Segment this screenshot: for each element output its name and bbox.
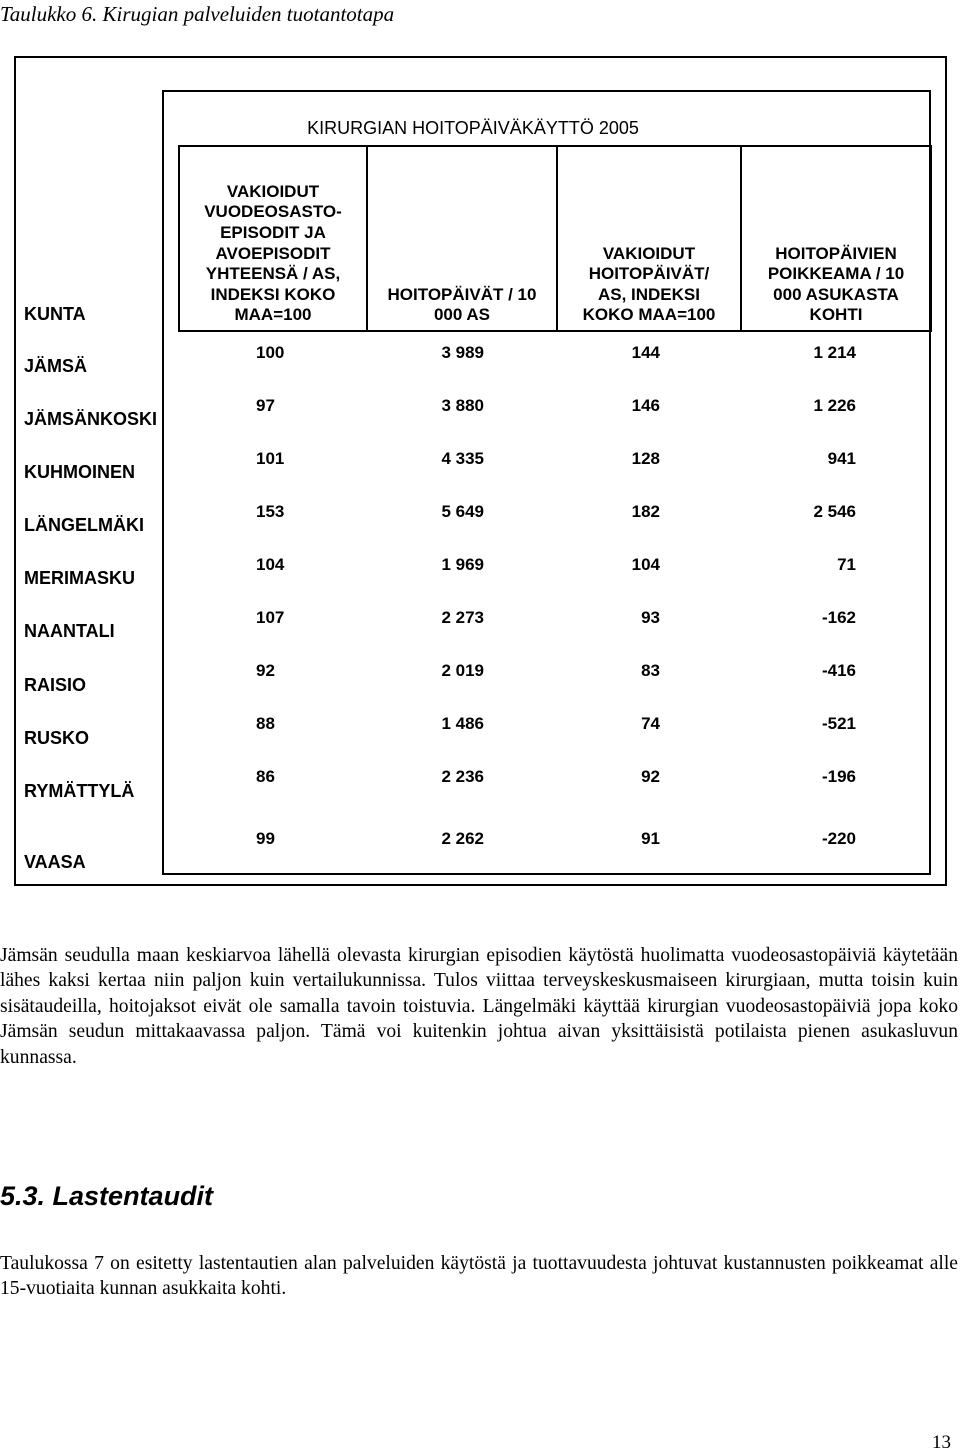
row-label: JÄMSÄNKOSKI: [24, 409, 158, 429]
table-cell: 144: [631, 343, 660, 362]
table-cell: 146: [631, 396, 660, 415]
table-cell: 101: [256, 449, 285, 468]
table-cell: 5 649: [441, 502, 484, 521]
table-cell: -416: [821, 661, 856, 680]
row-label: LÄNGELMÄKI: [24, 515, 144, 535]
table-cell: 128: [631, 449, 660, 468]
table-cell: 93: [641, 608, 660, 627]
table-cell: 86: [256, 767, 275, 786]
table-cell: 2 546: [813, 502, 856, 521]
row-label: VAASA: [24, 852, 86, 872]
table-cell: 97: [256, 396, 275, 415]
row-label: RAISIO: [24, 675, 87, 695]
header-bottom-rule: [178, 330, 930, 332]
section-heading: 5.3. Lastentaudit: [0, 1181, 214, 1211]
table-cell: 2 273: [441, 608, 484, 627]
table-cell: 1 969: [441, 555, 484, 574]
table-cell: 92: [641, 767, 660, 786]
header-top-rule: [178, 145, 930, 147]
table-cell: 83: [641, 661, 660, 680]
table-cell: -220: [821, 829, 856, 848]
table-cell: 104: [631, 555, 660, 574]
table-cell: 2 262: [441, 829, 484, 848]
table-cell: 4 335: [441, 449, 484, 468]
table-cell: 182: [631, 502, 660, 521]
column-header-hoitopaivat: HOITOPÄIVÄT / 10 000 AS: [387, 284, 537, 325]
table-cell: -196: [821, 767, 856, 786]
table-cell: 153: [256, 502, 285, 521]
row-label: MERIMASKU: [24, 568, 135, 588]
table-cell: 1 214: [813, 343, 856, 362]
column-header-deviation: HOITOPÄIVIEN POIKKEAMA / 10 000 ASUKASTA KOHTI: [767, 243, 905, 325]
table-cell: 1 486: [441, 714, 484, 733]
table-cell: 100: [256, 343, 285, 362]
table-cell: -162: [821, 608, 856, 627]
column-divider: [930, 145, 932, 332]
row-label: RYMÄTTYLÄ: [24, 781, 135, 801]
table-caption: Taulukko 6. Kirugian palveluiden tuotantotapa: [0, 2, 395, 26]
body-paragraph: Jämsän seudulla maan keskiarvoa lähellä olevasta kirurgian episodien käytöstä huolimatta vuodeosastopäiviä käytetään lähes kaksi kertaa niin paljon kuin vertailukunnissa. Tulos viittaa terveyskeskusmaiseen kirurgiaan, mutta toisin kuin sisätaudeilla, hoitojaksot eivät ole samalla tavoin toistuvia. Längelmäki käyttää kirurgian vuodeosastopäiviä jopa koko Jämsän seudun mittakaavassa paljon. Tämä voi kuitenkin johtua aivan yksittäisistä potilaista pienen asukasluvun kunnassa.: [0, 945, 958, 1068]
table-super-header: KIRURGIAN HOITOPÄIVÄKÄYTTÖ 2005: [307, 118, 639, 138]
table-cell: 2 236: [441, 767, 484, 786]
table-cell: 107: [256, 608, 285, 627]
column-header-standardized-days: VAKIOIDUT HOITOPÄIVÄT/ AS, INDEKSI KOKO MAA=100: [582, 243, 716, 325]
table-cell: 1 226: [813, 396, 856, 415]
table-cell: 99: [256, 829, 275, 848]
row-label: JÄMSÄ: [24, 356, 88, 376]
table-cell: -521: [821, 714, 856, 733]
table-cell: 3 989: [441, 343, 484, 362]
row-label: KUHMOINEN: [24, 462, 135, 482]
kunta-column-header: KUNTA: [24, 304, 86, 324]
table-cell: 74: [641, 714, 660, 733]
table-cell: 71: [837, 555, 856, 574]
table-cell: 91: [641, 829, 660, 848]
row-label: NAANTALI: [24, 621, 115, 641]
table-cell: 3 880: [441, 396, 484, 415]
body-paragraph: Taulukossa 7 on esitetty lastentautien alan palveluiden käytöstä ja tuottavuudesta johtuvat kustannusten poikkeamat alle 15-vuotiaita kunnan asukkaita kohti.: [0, 1253, 958, 1300]
table-cell: 941: [827, 449, 856, 468]
table-cell: 92: [256, 661, 275, 680]
table-cell: 88: [256, 714, 275, 733]
table-cell: 104: [256, 555, 285, 574]
table-cell: 2 019: [441, 661, 484, 680]
column-header-episodes: VAKIOIDUT VUODEOSASTO- EPISODIT JA AVOEPISODIT YHTEENSÄ / AS, INDEKSI KOKO MAA=100: [204, 181, 342, 325]
page-number: 13: [932, 1432, 951, 1453]
row-label: RUSKO: [24, 728, 90, 748]
